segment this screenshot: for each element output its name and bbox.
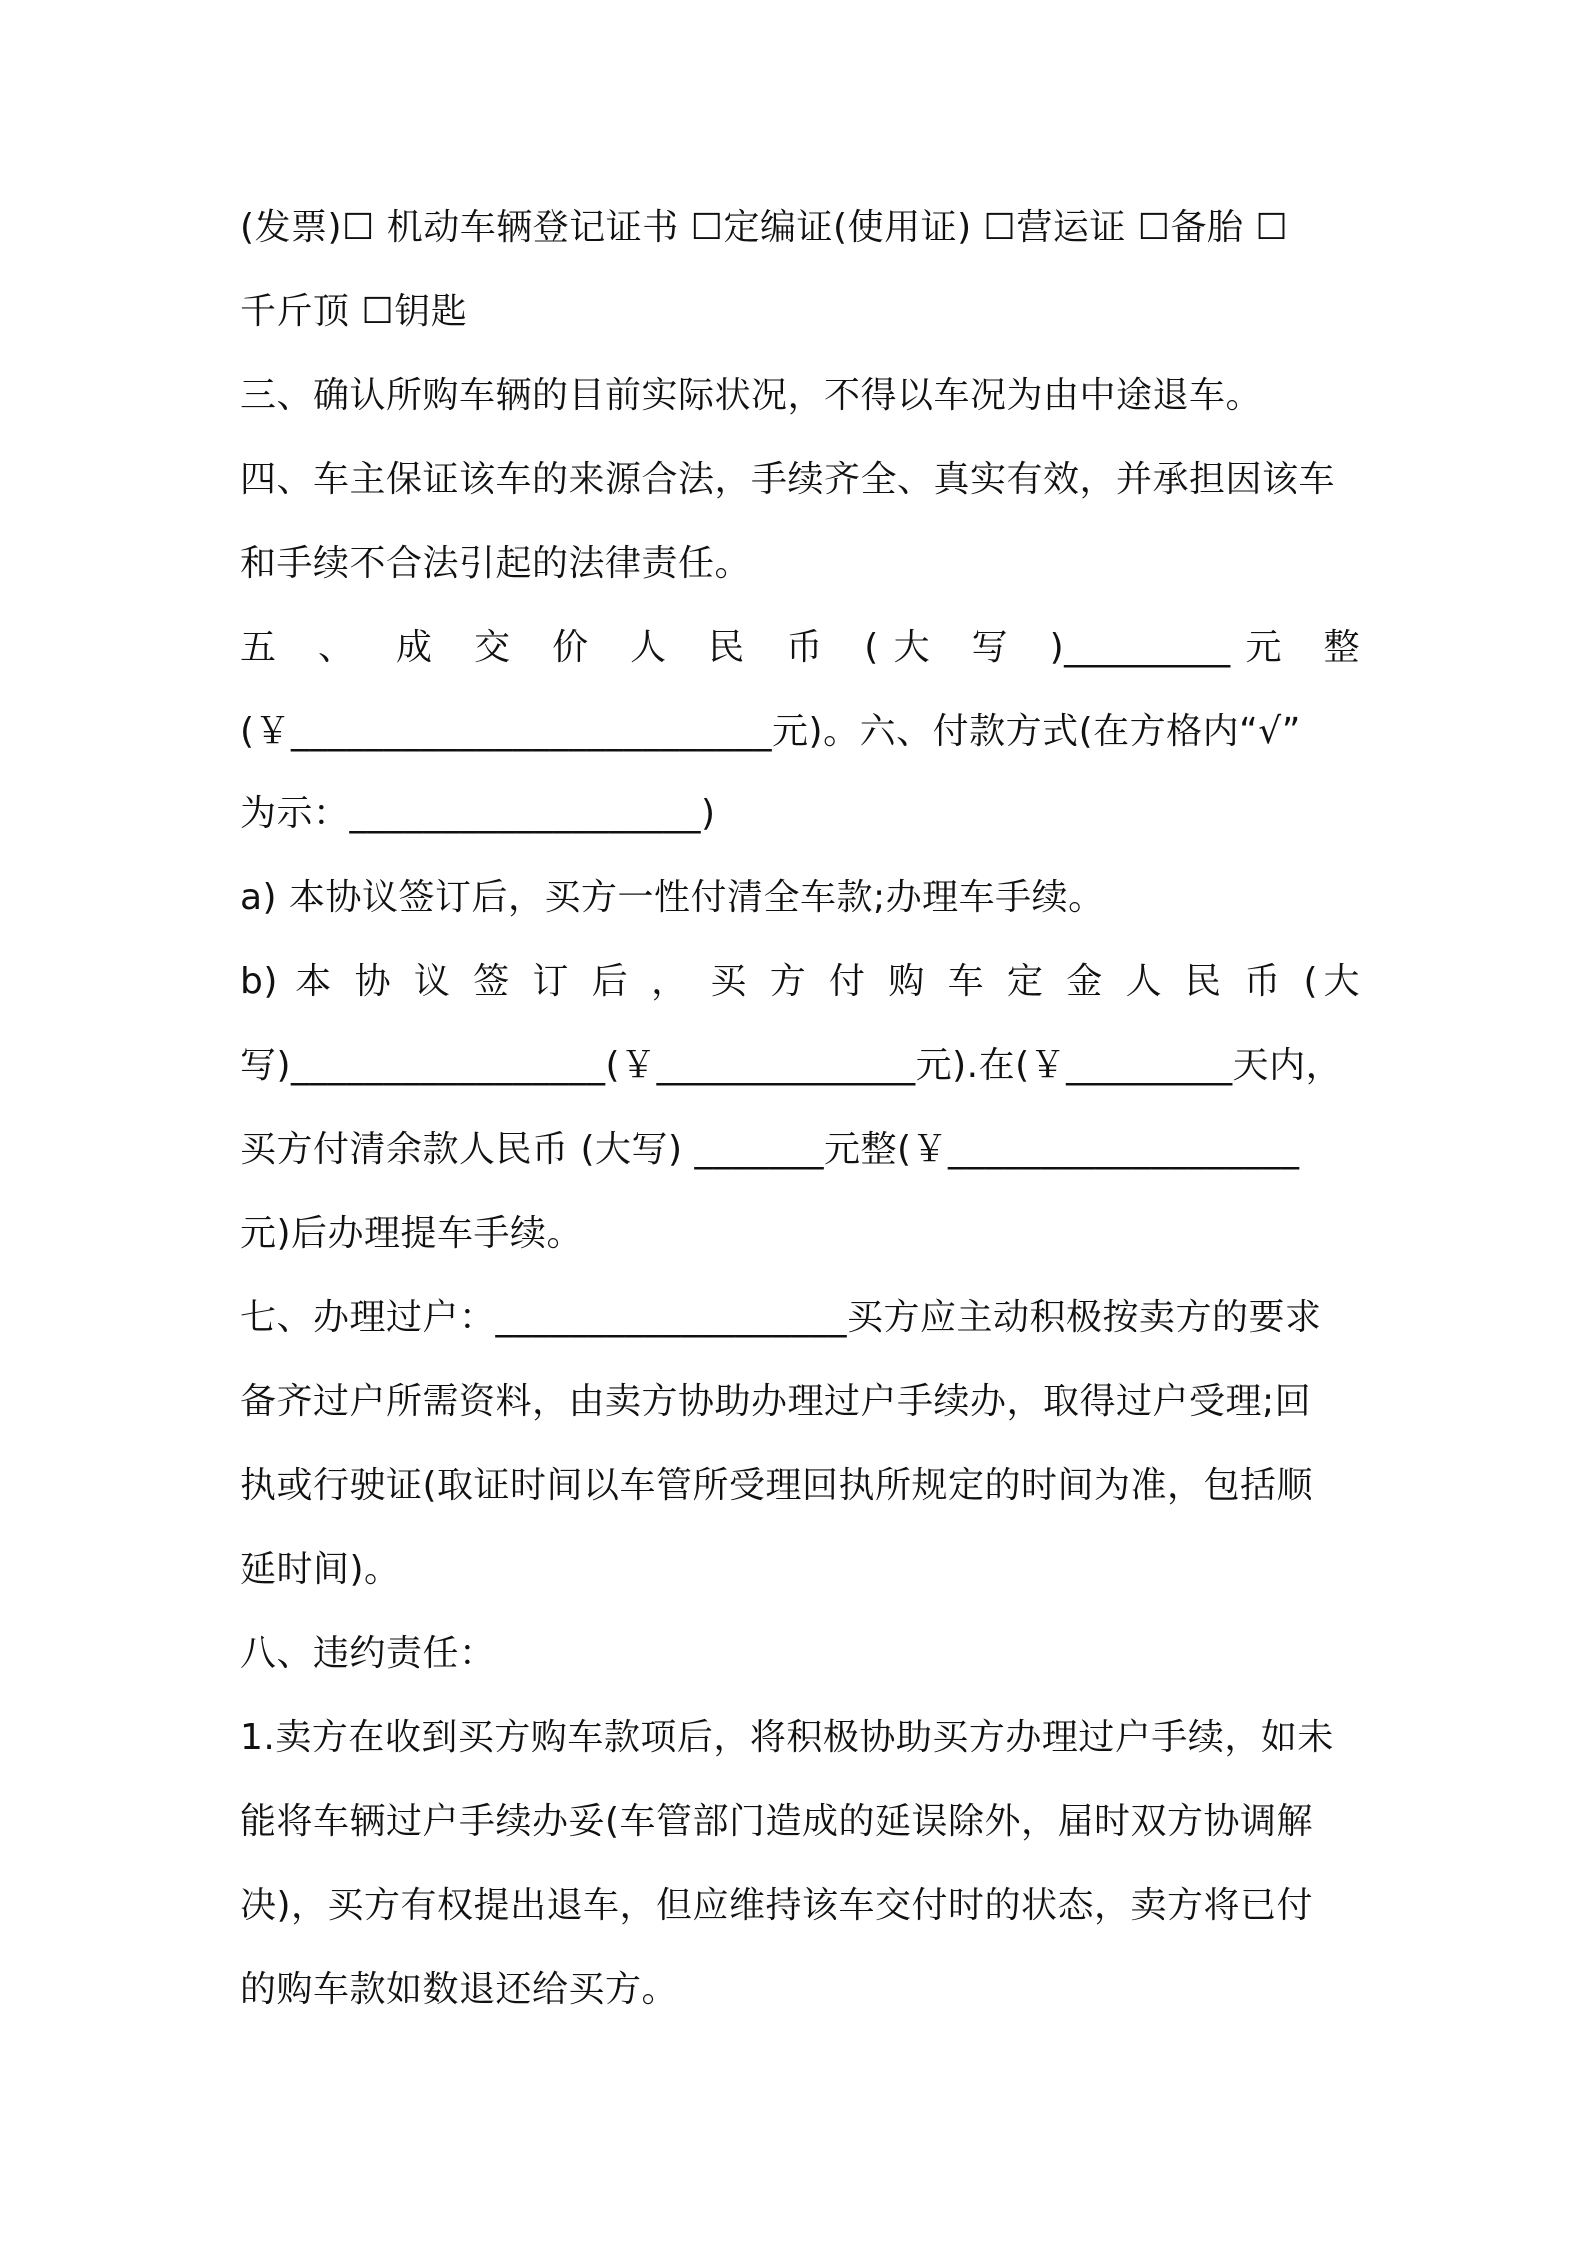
text-line-16: 执或行驶证(取证时间以车管所受理回执所规定的时间为准，包括顺 xyxy=(240,1465,1314,1506)
text-line-21: 决)，买方有权提出退车，但应维持该车交付时的状态，卖方将已付 xyxy=(240,1885,1314,1926)
text-line-14: 七、办理过户：___________________买方应主动积极按卖方的要求 xyxy=(240,1297,1322,1338)
text-line-3: 三、确认所购车辆的目前实际状况，不得以车况为由中途退车。 xyxy=(240,375,1263,416)
text-line-22: 的购车款如数退还给买方。 xyxy=(240,1969,679,2010)
text-line-20: 能将车辆过户手续办妥(车管部门造成的延误除外，届时双方协调解 xyxy=(240,1801,1314,1842)
text-line-11: 写)_________________(￥______________元).在(￥_________天内， xyxy=(240,1045,1343,1086)
text-line-1: (发票)☐ 机动车辆登记证书 ☐定编证(使用证) ☐营运证 ☐备胎 ☐ xyxy=(240,207,1289,248)
text-line-4: 四、车主保证该车的来源合法，手续齐全、真实有效，并承担因该车 xyxy=(240,459,1336,500)
text-line-17: 延时间)。 xyxy=(240,1549,401,1590)
text-line-5: 和手续不合法引起的法律责任。 xyxy=(240,543,752,584)
text-line-8: 为示：___________________) xyxy=(240,793,716,834)
text-line-9: a) 本协议签订后，买方一性付清全车款;办理车手续。 xyxy=(240,877,1105,918)
text-line-6: 五 、 成 交 价 人 民 币 (大 写 )_________元 整 xyxy=(240,627,1360,668)
text-line-19: 1.卖方在收到买方购车款项后，将积极协助买方办理过户手续，如未 xyxy=(240,1717,1334,1758)
text-line-18: 八、违约责任： xyxy=(240,1633,496,1674)
text-line-10: b) 本 协 议 签 订 后 ， 买 方 付 购 车 定 金 人 民 币 (大 xyxy=(240,961,1360,1002)
text-line-7: (￥__________________________元)。六、付款方式(在方格内“√” xyxy=(240,711,1301,752)
text-line-12: 买方付清余款人民币 (大写) _______元整(￥___________________ xyxy=(240,1129,1300,1170)
text-line-15: 备齐过户所需资料，由卖方协助办理过户手续办，取得过户受理;回 xyxy=(240,1381,1312,1422)
text-line-2: 千斤顶 ☐钥匙 xyxy=(240,291,468,332)
text-line-13: 元)后办理提车手续。 xyxy=(240,1213,584,1254)
